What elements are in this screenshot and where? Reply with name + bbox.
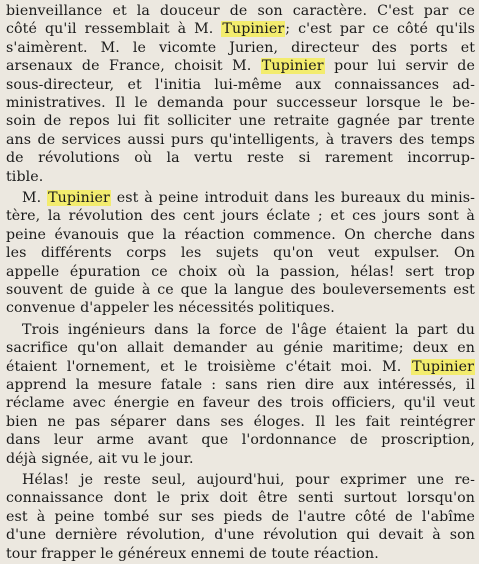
text-line xyxy=(6,299,475,317)
text-run: ans de services aussi purs qu'intelligents, à travers des temps xyxy=(6,131,475,148)
text-run: d'une dernière révolution, d'une révolution qui devait à son xyxy=(6,527,475,544)
text-line xyxy=(6,471,475,489)
text-line xyxy=(6,508,475,526)
text-line xyxy=(6,149,475,167)
text-run: les différents corps les sujets qu'on veut expulser. On xyxy=(6,245,475,262)
text-run: peine évanouis que la réaction commence. On cherche dans xyxy=(6,226,475,243)
text-run: bien ne pas séparer dans ses éloges. Il les fait reintégrer xyxy=(6,413,475,430)
text-line xyxy=(6,2,475,20)
text-run: apprend la mesure fatale : sans rien dire aux intéressés, il xyxy=(6,377,475,393)
text-run: étaient l'ornement, et le troisième c'était moi. M. xyxy=(6,358,412,375)
text-run: déjà signée, ait vu le jour. xyxy=(6,450,194,467)
text-line xyxy=(6,131,475,149)
text-line xyxy=(6,94,475,112)
text-line xyxy=(6,394,475,412)
text-line xyxy=(6,39,475,57)
text-run: convenue d'appeler les nécessités politiques. xyxy=(6,300,335,317)
text-line xyxy=(6,281,475,299)
text-run: connaissance dont le prix doit être senti surtout lorsqu'on xyxy=(6,490,475,507)
text-run: côté qu'il ressemblait à M. xyxy=(6,21,222,38)
text-run: sacrifice qu'on allait demander au génie maritime; deux en xyxy=(6,340,475,357)
text-line xyxy=(6,450,475,468)
text-line xyxy=(6,226,475,244)
text-line xyxy=(6,189,475,207)
text-run: Hélas! je reste seul, aujourd'hui, pour exprimer une re- xyxy=(22,472,475,488)
text-line xyxy=(6,545,475,563)
text-run: souvent de guide à ce que la langue des bouleversements est xyxy=(6,282,475,298)
text-line xyxy=(6,376,475,394)
text-run: de révolutions où la vertu reste si rarement incorrup- xyxy=(6,150,475,167)
text-run: est à peine introduit dans les bureaux du minis- xyxy=(110,190,475,206)
text-line xyxy=(6,244,475,262)
text-run: ministratives. Il le demanda pour successeur lorsque le be- xyxy=(6,95,475,111)
text-line xyxy=(6,20,475,38)
text-line xyxy=(6,339,475,357)
text-line xyxy=(6,413,475,431)
text-run: réclame avec énergie en faveur des trois officiers, qu'il veut xyxy=(6,395,475,412)
text-line xyxy=(6,358,475,376)
text-line xyxy=(6,57,475,75)
text-line xyxy=(6,168,475,186)
text-run: s'aimèrent. M. le vicomte Jurien, directeur des ports et xyxy=(6,39,475,56)
text-run: bienveillance et la douceur de son caractère. C'est par ce xyxy=(6,3,475,19)
highlighted-name: Tupinier xyxy=(222,21,285,38)
text-run: arsenaux de France, choisit M. xyxy=(6,58,261,75)
text-run: appelle épuration ce choix où la passion, hélas! sert trop xyxy=(6,263,475,280)
text-run: dans leur arme avant que l'ordonnance de proscription, xyxy=(6,432,475,449)
text-run: tible. xyxy=(6,168,44,185)
highlighted-name: Tupinier xyxy=(412,358,474,375)
text-line xyxy=(6,76,475,94)
text-run: ; c'est par ce côté qu'ils xyxy=(285,21,475,38)
text-line xyxy=(6,207,475,225)
text-run: pour lui servir de xyxy=(324,58,475,75)
text-run: est à peine tombé sur ses pieds de l'autre côté de l'abîme xyxy=(6,508,475,525)
text-line xyxy=(6,321,475,339)
text-run: tère, la révolution des cent jours éclate ; et ces jours sont à xyxy=(6,208,475,225)
text-run: M. xyxy=(22,190,48,206)
text-run: tour frapper le généreux ennemi de toute réaction. xyxy=(6,545,379,562)
text-run: soin de repos lui fit solliciter une retraite gagnée par trente xyxy=(6,113,475,130)
text-line xyxy=(6,112,475,130)
text-run: sous-directeur, et l'initia lui-même aux connaissances ad- xyxy=(6,76,475,93)
text-run: Trois ingénieurs dans la force de l'âge étaient la part du xyxy=(22,321,475,338)
text-line xyxy=(6,526,475,544)
highlighted-name: Tupinier xyxy=(261,58,324,75)
text-line xyxy=(6,431,475,449)
text-line xyxy=(6,489,475,507)
text-line xyxy=(6,263,475,281)
highlighted-name: Tupinier xyxy=(48,190,110,206)
